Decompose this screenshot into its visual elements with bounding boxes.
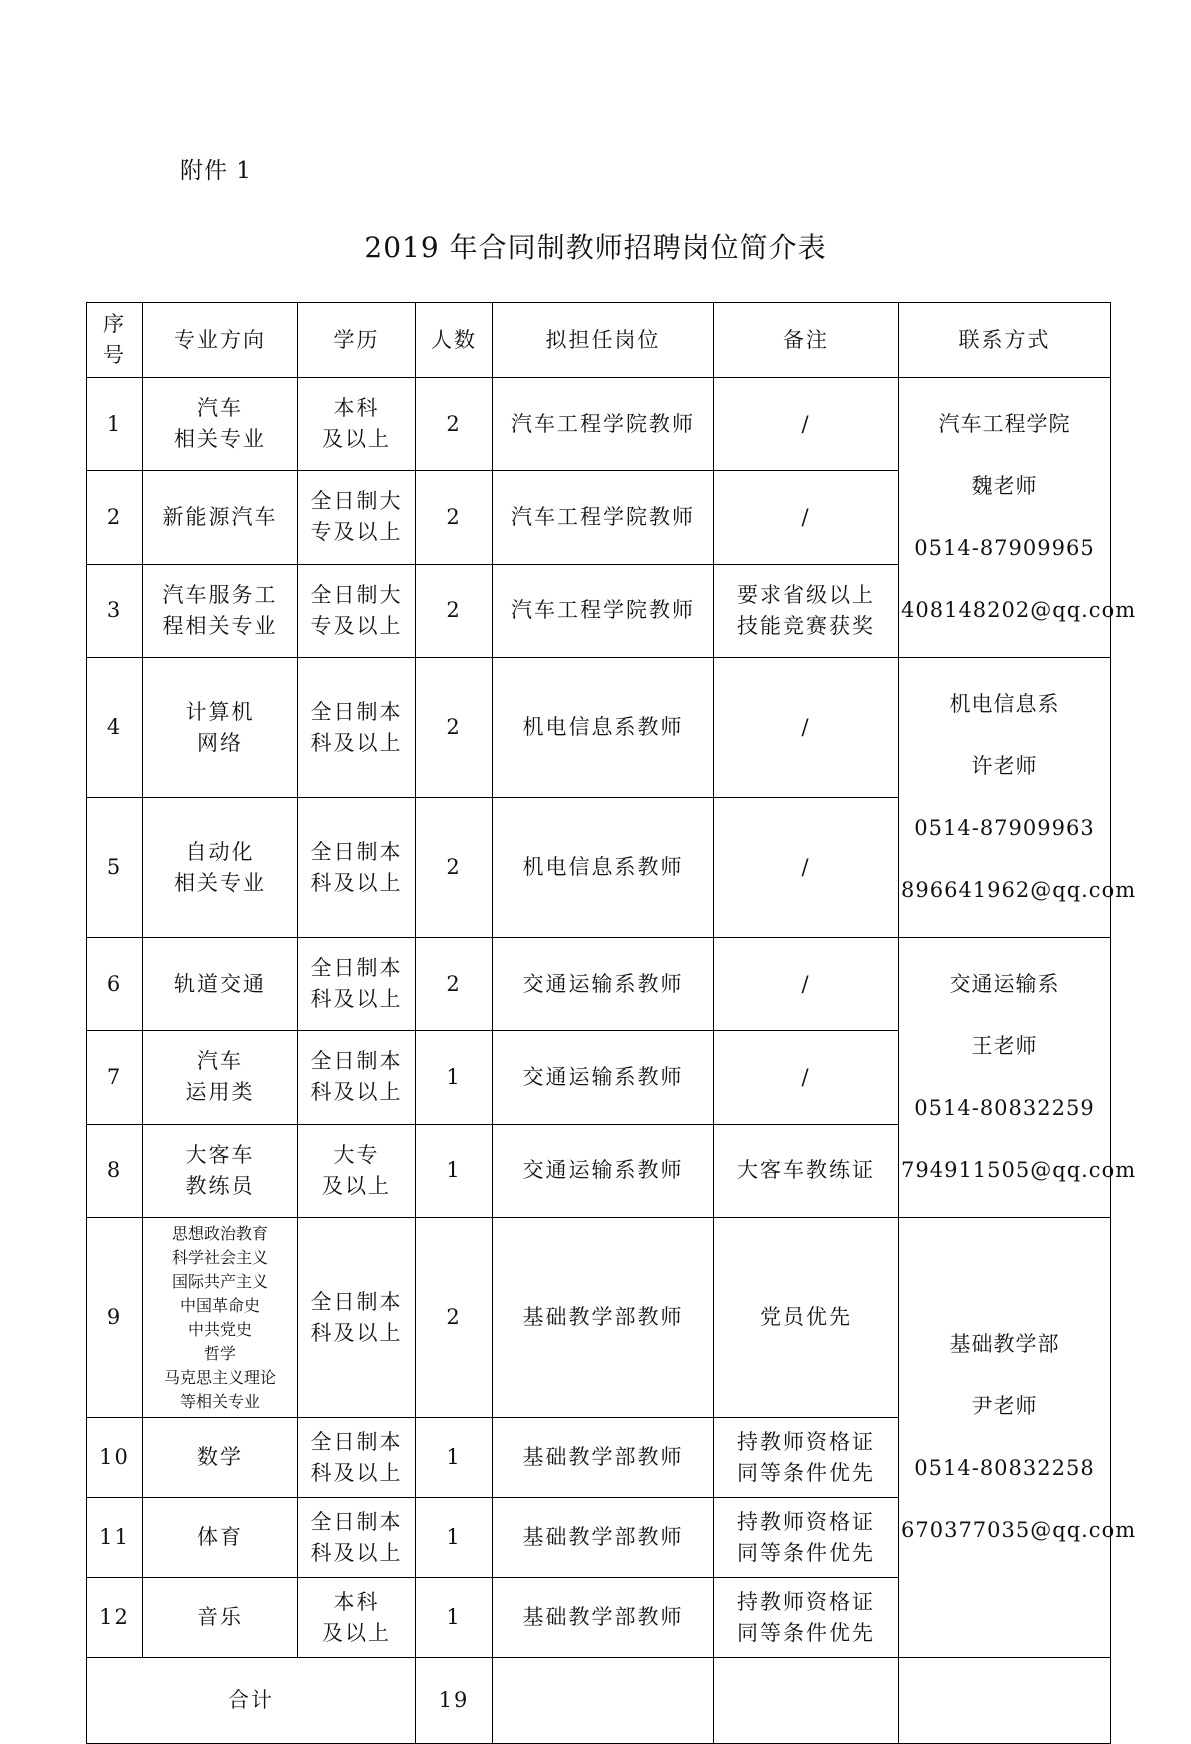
cell-post: 交通运输系教师 — [493, 1031, 714, 1124]
cell-no: 8 — [87, 1124, 143, 1217]
contact-person: 许老师 — [971, 754, 1038, 778]
cell-major: 音乐 — [143, 1578, 298, 1658]
cell-education: 全日制本 科及以上 — [298, 1418, 416, 1498]
cell-count: 2 — [416, 658, 493, 798]
contact-phone: 0514-87909963 — [914, 816, 1095, 840]
cell-education: 全日制本 科及以上 — [298, 938, 416, 1031]
total-empty-note — [714, 1658, 899, 1744]
contact-email: 896641962@qq.com — [901, 878, 1137, 902]
cell-major: 体育 — [143, 1498, 298, 1578]
contact-person: 尹老师 — [971, 1394, 1038, 1418]
contact-dept: 汽车工程学院 — [938, 412, 1071, 436]
cell-count: 2 — [416, 938, 493, 1031]
cell-major: 汽车 相关专业 — [143, 378, 298, 471]
table-header-row — [87, 303, 1111, 378]
cell-note: / — [714, 938, 899, 1031]
cell-count: 1 — [416, 1498, 493, 1578]
cell-note: / — [714, 1031, 899, 1124]
cell-major: 大客车 教练员 — [143, 1124, 298, 1217]
cell-post: 机电信息系教师 — [493, 798, 714, 938]
cell-no: 11 — [87, 1498, 143, 1578]
cell-education: 本科 及以上 — [298, 378, 416, 471]
cell-no: 12 — [87, 1578, 143, 1658]
cell-note: / — [714, 378, 899, 471]
cell-no: 2 — [87, 471, 143, 564]
cell-no: 5 — [87, 798, 143, 938]
cell-post: 基础教学部教师 — [493, 1578, 714, 1658]
cell-major: 自动化 相关专业 — [143, 798, 298, 938]
cell-no: 7 — [87, 1031, 143, 1124]
contact-dept: 基础教学部 — [949, 1332, 1060, 1356]
cell-note: 持教师资格证 同等条件优先 — [714, 1498, 899, 1578]
cell-note: 党员优先 — [714, 1218, 899, 1418]
cell-no: 4 — [87, 658, 143, 798]
cell-count: 2 — [416, 378, 493, 471]
cell-major: 汽车服务工 程相关专业 — [143, 564, 298, 657]
cell-count: 2 — [416, 798, 493, 938]
contact-cell — [899, 938, 1137, 1218]
cell-note: / — [714, 658, 899, 798]
cell-post: 基础教学部教师 — [493, 1418, 714, 1498]
cell-count: 2 — [416, 564, 493, 657]
cell-note: 大客车教练证 — [714, 1124, 899, 1217]
cell-major: 数学 — [143, 1418, 298, 1498]
table-row — [87, 938, 1111, 1031]
total-empty-post — [493, 1658, 714, 1744]
cell-education: 全日制本 科及以上 — [298, 1031, 416, 1124]
header-major: 专业方向 — [143, 303, 298, 378]
contact-dept: 机电信息系 — [949, 692, 1060, 716]
cell-post: 基础教学部教师 — [493, 1498, 714, 1578]
contact-cell — [899, 1218, 1137, 1658]
table-row — [87, 658, 1111, 798]
cell-note: / — [714, 798, 899, 938]
header-count: 人数 — [416, 303, 493, 378]
contact-email: 794911505@qq.com — [901, 1158, 1137, 1182]
contact-phone: 0514-87909965 — [914, 536, 1095, 560]
cell-major: 新能源汽车 — [143, 471, 298, 564]
cell-no: 10 — [87, 1418, 143, 1498]
header-contact: 联系方式 — [899, 303, 1111, 378]
total-count: 19 — [416, 1658, 493, 1744]
cell-note: / — [714, 471, 899, 564]
header-note: 备注 — [714, 303, 899, 378]
cell-no: 3 — [87, 564, 143, 657]
cell-count: 1 — [416, 1124, 493, 1217]
cell-post: 交通运输系教师 — [493, 938, 714, 1031]
cell-post: 汽车工程学院教师 — [493, 378, 714, 471]
contact-person: 魏老师 — [971, 474, 1038, 498]
cell-education: 全日制本 科及以上 — [298, 1498, 416, 1578]
contact-phone: 0514-80832258 — [914, 1456, 1095, 1480]
cell-education: 全日制大 专及以上 — [298, 471, 416, 564]
total-empty-contact — [899, 1658, 1111, 1744]
attachment-label: 附件 1 — [180, 158, 252, 184]
cell-post: 交通运输系教师 — [493, 1124, 714, 1217]
cell-count: 2 — [416, 1218, 493, 1418]
cell-count: 1 — [416, 1031, 493, 1124]
recruitment-table — [86, 302, 1137, 1744]
table-row — [87, 378, 1111, 471]
cell-major: 计算机 网络 — [143, 658, 298, 798]
cell-count: 1 — [416, 1418, 493, 1498]
cell-post: 汽车工程学院教师 — [493, 564, 714, 657]
cell-no: 6 — [87, 938, 143, 1031]
header-no: 序 号 — [87, 303, 143, 378]
total-label: 合计 — [87, 1658, 416, 1744]
cell-education: 本科 及以上 — [298, 1578, 416, 1658]
contact-phone: 0514-80832259 — [914, 1096, 1095, 1120]
cell-major: 汽车 运用类 — [143, 1031, 298, 1124]
cell-education: 全日制本 科及以上 — [298, 1218, 416, 1418]
cell-education: 大专 及以上 — [298, 1124, 416, 1217]
contact-email: 408148202@qq.com — [901, 598, 1137, 622]
cell-note: 持教师资格证 同等条件优先 — [714, 1578, 899, 1658]
contact-cell — [899, 378, 1137, 658]
cell-count: 1 — [416, 1578, 493, 1658]
header-post: 拟担任岗位 — [493, 303, 714, 378]
cell-post: 汽车工程学院教师 — [493, 471, 714, 564]
contact-email: 670377035@qq.com — [901, 1518, 1137, 1542]
cell-no: 9 — [87, 1218, 143, 1418]
cell-count: 2 — [416, 471, 493, 564]
cell-education: 全日制本 科及以上 — [298, 798, 416, 938]
cell-note: 要求省级以上 技能竞赛获奖 — [714, 564, 899, 657]
table-row — [87, 1218, 1111, 1418]
cell-note: 持教师资格证 同等条件优先 — [714, 1418, 899, 1498]
cell-education: 全日制大 专及以上 — [298, 564, 416, 657]
cell-post: 机电信息系教师 — [493, 658, 714, 798]
contact-dept: 交通运输系 — [949, 972, 1060, 996]
cell-education: 全日制本 科及以上 — [298, 658, 416, 798]
contact-person: 王老师 — [971, 1034, 1038, 1058]
cell-major: 思想政治教育 科学社会主义 国际共产主义 中国革命史 中共党史 哲学 马克思主义理论 等相关专业 — [143, 1218, 298, 1418]
cell-post: 基础教学部教师 — [493, 1218, 714, 1418]
cell-major: 轨道交通 — [143, 938, 298, 1031]
contact-cell — [899, 658, 1137, 938]
header-education: 学历 — [298, 303, 416, 378]
total-row — [87, 1658, 1111, 1744]
page-title: 2019 年合同制教师招聘岗位简介表 — [364, 231, 827, 264]
cell-no: 1 — [87, 378, 143, 471]
